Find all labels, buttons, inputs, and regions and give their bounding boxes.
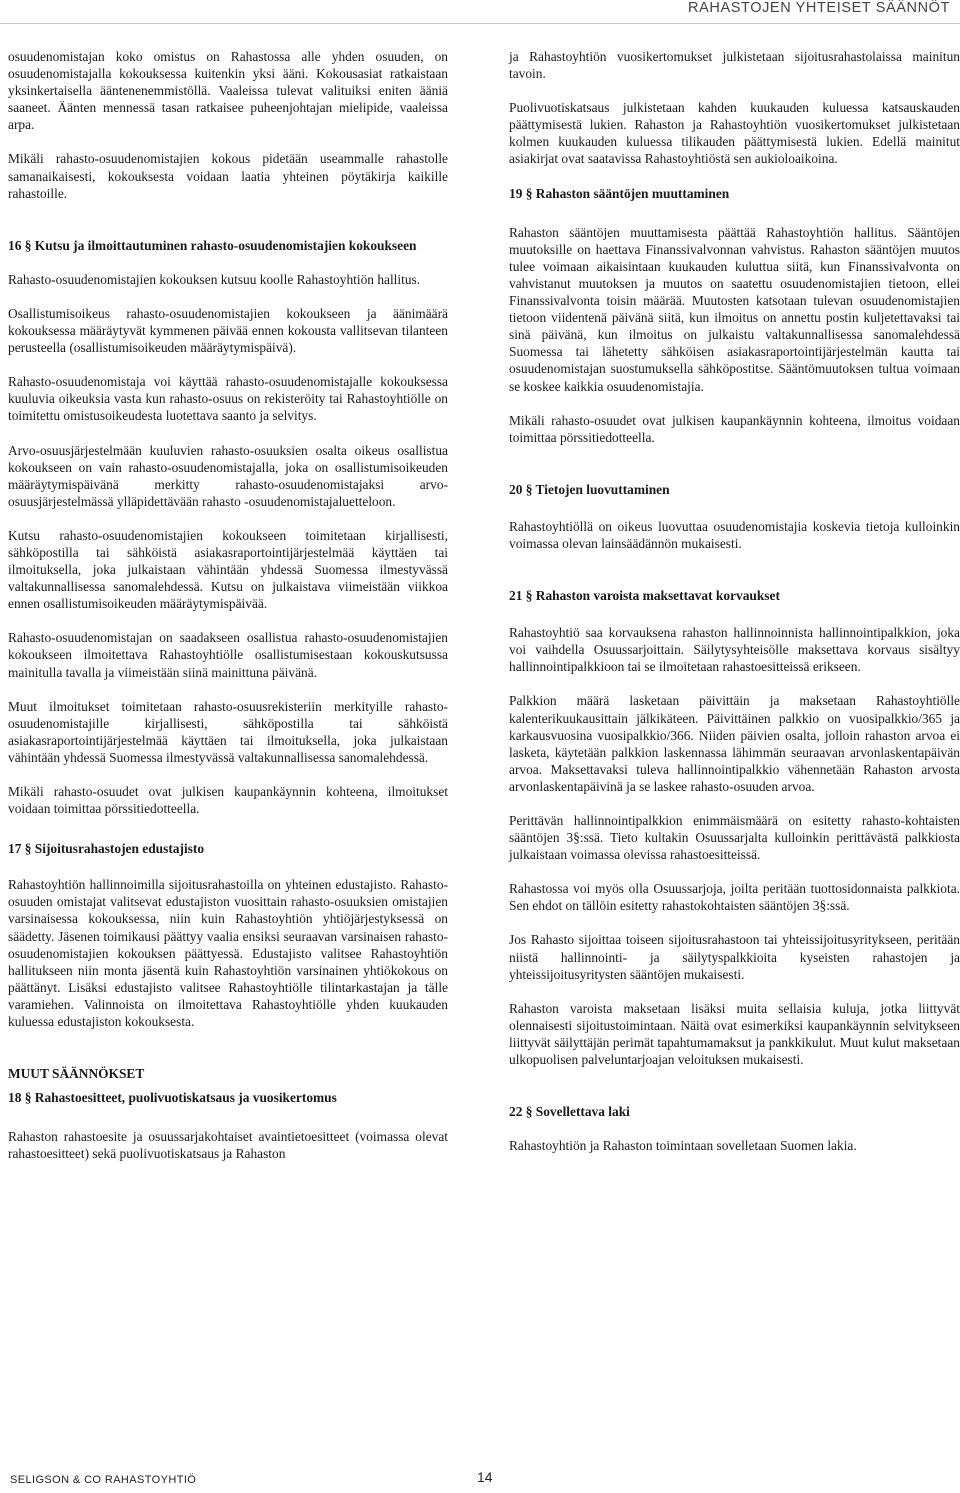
paragraph: Mikäli rahasto-osuudet ovat julkisen kaupankäynnin kohteena, ilmoitukset voidaan toimittaa pörssitiedotteella. [8,784,448,817]
paragraph: Rahaston varoista maksetaan lisäksi muita sellaisia kuluja, jotka liittyvät olennaisesti sijoitustoimintaan. Näitä ovat esimerkiksi kaupankäynnin selvitykseen liittyvät säilyttäjän perimät tapahtumamaksut ja pankkikulut. Muut kulut maksetaan ulkopuolisen palveluntarjoajan veloituksen mukaisesti. [509,1000,960,1068]
section-heading: 19 § Rahaston sääntöjen muuttaminen [509,185,730,201]
paragraph: ja Rahastoyhtiön vuosikertomukset julkistetaan sijoitusrahastolaissa mainitun tavoin. [509,49,960,82]
paragraph: Puolivuotiskatsaus julkistetaan kahden kuukauden kuluessa katsauskauden päättymisestä lukien. Rahaston ja Rahastoyhtiön vuosikertomukset julkistetaan kolmen kuukauden kuluessa tilikauden päättymisestä lukien. Edellä mainitut asiakirjat ovat saatavissa Rahastoyhtiöstä sen aukioloaikoina. [509,100,960,167]
paragraph: Kutsu rahasto-osuudenomistajien kokoukseen toimitetaan kirjallisesti, sähköpostilla tai sähköistä asiakasraportointijärjestelmää käyttäen tai ilmoituksella, joka julkaistaan vähintään yhdessä Suomessa ilmestyvässä valtakunnallisessa sanomalehdessä. Kutsu on julkaistava viimeistään viikkoa ennen osallistumisoikeuden määräytymispäivää. [8,527,448,612]
right-column [509,48,960,1154]
header-divider [0,23,960,24]
left-column [8,48,448,1163]
page-header-title: RAHASTOJEN YHTEISET SÄÄNNÖT [688,0,950,16]
paragraph: Rahastoyhtiöllä on oikeus luovuttaa osuudenomistajia koskevia tietoja kulloinkin voimassa olevan lainsäädännön mukaisesti. [509,518,960,551]
paragraph: Palkkion määrä lasketaan päivittäin ja maksetaan Rahastoyhtiölle kalenterikuukausittain jälkikäteen. Päivittäinen palkkio on vuosipalkkio/365 ja karkausvuosina vuosipalkkio/366. Niiden päivien osalta, jolloin rahaston arvoa ei lasketa, käytetään palkkion laskennassa lähimmän seuraavan arvonlaskentapäivän arvoa. Maksettavaksi tuleva hallinnointipalkkio vähennetään Rahaston arvosta arvonlaskentapäivinä ja se laskee rahasto-osuuden arvoa. [509,693,960,794]
paragraph: Osallistumisoikeus rahasto-osuudenomistajien kokoukseen ja äänimäärä kokouksessa määräytyvät kymmenen päivää ennen kokousta vallitsevan tilanteen perusteella (osallistumisoikeuden määräytymispäivä). [8,305,448,356]
paragraph: Perittävän hallinnointipalkkion enimmäismäärä on esitetty rahasto-kohtaisten sääntöjen 3§:ssä. Tieto kultakin Osuussarjalta kulloinkin perittävästä palkkiosta julkaistaan voimassa olevissa rahastoesitteissä. [509,813,960,863]
paragraph: Rahastossa voi myös olla Osuussarjoja, joilta peritään tuottosidonnaista palkkiota. Sen ehdot on tällöin esitetty rahastokohtaisten sääntöjen 3§:ssä. [509,881,960,914]
section-heading: 16 § Kutsu ja ilmoittautuminen rahasto-osuudenomistajien kokoukseen [8,237,417,253]
paragraph: Jos Rahasto sijoittaa toiseen sijoitusrahastoon tai yhteissijoitusyritykseen, peritään niistä hallinnointi- ja säilytyspalkkioita kyseisten rahastojen ja yhteissijoitusyritysten sääntöjen mukaisesti. [509,932,960,982]
paragraph: Rahasto-osuudenomistaja voi käyttää rahasto-osuudenomistajalle kokouksessa kuuluvia oikeuksia vasta kun rahasto-osuus on rekisteröity tai Rahastoyhtiölle on toimitettu omistusoikeudesta luotettava saanto ja selvitys. [8,374,448,424]
paragraph: Rahasto-osuudenomistajan on saadakseen osallistua rahasto-osuudenomistajien kokoukseen ilmoitettava Rahastoyhtiölle osallistumisestaan kokouskutsussa mainitulla tavalla ja viimeistään siinä mainittuna päivänä. [8,630,448,680]
paragraph: Arvo-osuusjärjestelmään kuuluvien rahasto-osuuksien osalta oikeus osallistua kokoukseen on vain rahasto-osuudenomistajalla, joka on osallistumisoikeuden määräytymispäivänä merkitty rahasto-osuudenomistajaksi arvo-osuusjärjestelmässä ylläpidettävään rahasto -osuudenomistajaluetteloon. [8,442,448,509]
section-heading: 17 § Sijoitusrahastojen edustajisto [8,841,205,857]
paragraph: Rahastoyhtiö saa korvauksena rahaston hallinnoinnista hallinnointipalkkion, joka voi vaihdella Osuussarjoittain. Säilytysyhteisölle maksettava korvaus sisältyy hallinnointipalkkioon tai se ilmoitetaan rahastoesitteissä erikseen. [509,625,960,675]
section-heading: MUUT SÄÄNNÖKSET [8,1066,145,1082]
section-heading: 22 § Sovellettava laki [509,1104,630,1120]
paragraph: Rahastoyhtiön ja Rahaston toimintaan sovelletaan Suomen lakia. [509,1138,857,1154]
section-heading: 20 § Tietojen luovuttaminen [509,481,670,497]
paragraph: Muut ilmoitukset toimitetaan rahasto-osuusrekisteriin merkityille rahasto-osuudenomistajille kirjallisesti, sähköpostilla tai sähköistä asiakasraportointijärjestelmää käyttäen tai ilmoituksella, joka julkaistaan vähintään yhdessä Suomessa ilmestyvässä valtakunnallisessa sanomalehdessä. [8,698,448,765]
section-heading: 21 § Rahaston varoista maksettavat korvaukset [509,588,780,604]
section-heading: 18 § Rahastoesitteet, puolivuotiskatsaus ja vuosikertomus [8,1090,337,1106]
paragraph: Rahaston sääntöjen muuttamisesta päättää Rahastoyhtiön hallitus. Sääntöjen muutoksille on haettava Finanssivalvonnan vahvistus. Rahaston sääntöjen muutos tulee voimaan aikaisintaan kuukauden kuluttua siitä, kun Finanssivalvonta on vahvistanut muutoksen ja muutos on saatettu osuudenomistajien tietoon, ellei Finanssivalvonta toisin määrää. Muutosten katsotaan tulevan osuudenomistajien tietoon viidentenä päivänä siitä, kun ilmoitus on annettu postin kuljetettavaksi tai sinä päivänä, kun ilmoitus on julkaistu valtakunnallisessa sanomalehdessä Suomessa tai lähetetty sähköisen asiakasraportointijärjestelmän kautta tai osuudenomistajan suostumuksella sähköpostitse. Sääntömuutoksen tultua voimaan se koskee kaikkia osuudenomistajia. [509,224,960,394]
paragraph: Rahastoyhtiön hallinnoimilla sijoitusrahastoilla on yhteinen edustajisto. Rahasto-osuuden omistajat valitsevat edustajiston vuosittain rahasto-osuuksien omistajien varsinaisessa kokouksessa, niin kuin Rahastoyhtiön yhtiöjärjestyksessä on säädetty. Jäsenen toimikausi päättyy vaalia ensiksi seuraavan varsinaisen rahasto-osuudenomistajien kokouksen päättyessä. Edustajisto valitsee Rahastoyhtiön hallitukseen niin monta jäsentä kuin Rahastoyhtiön varsinainen yhtiökokous on päättänyt. Lisäksi edustajisto valitsee Rahastoyhtiölle tilintarkastajan ja tälle varamiehen. Valinnoista on ilmoitettava Rahastoyhtiölle yhden kuukauden kuluessa edustajiston kokouksesta. [8,877,448,1030]
paragraph: osuudenomistajan koko omistus on Rahastossa alle yhden osuuden, on osuudenomistajalla kokouksessa kuitenkin yksi ääni. Kokousasiat ratkaistaan yksinkertaisella ääntenenemmistöllä. Vaaleissa tulevat valituiksi eniten ääniä saaneet. Äänten mennessä tasan ratkaisee puheenjohtajan mielipide, vaaleissa arpa. [8,49,448,133]
paragraph: Mikäli rahasto-osuudet ovat julkisen kaupankäynnin kohteena, ilmoitus voidaan toimittaa pörssitiedotteella. [509,412,960,445]
paragraph: Mikäli rahasto-osuudenomistajien kokous pidetään useammalle rahastolle samanaikaisesti, kokouksesta voidaan laatia yhteinen pöytäkirja kaikille rahastoille. [8,151,448,201]
page-number: 14 [477,1469,493,1485]
paragraph: Rahasto-osuudenomistajien kokouksen kutsuu koolle Rahastoyhtiön hallitus. [8,271,421,287]
paragraph: Rahaston rahastoesite ja osuussarjakohtaiset avaintietoesitteet (voimassa olevat rahastoesitteet) sekä puolivuotiskatsaus ja Rahaston [8,1129,448,1162]
footer-company-name: SELIGSON & CO RAHASTOYHTIÖ [10,1474,197,1486]
